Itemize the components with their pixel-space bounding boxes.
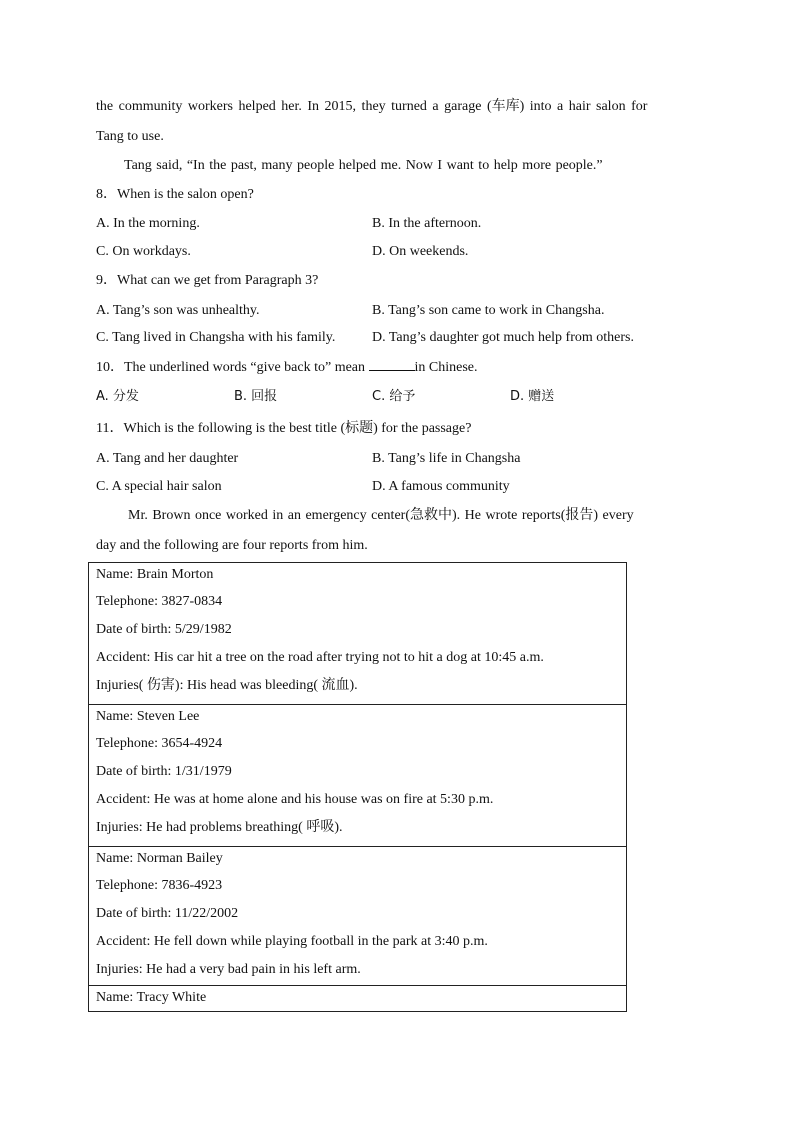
answer-blank: [369, 358, 415, 371]
passage-line: the community workers helped her. In 2015, they turned a garage (车库) into a hair salon for: [96, 99, 648, 114]
report-name: Name: Tracy White: [96, 990, 207, 1005]
answer-option[interactable]: B. Tang’s son came to work in Changsha.: [372, 303, 605, 318]
answer-option[interactable]: A. Tang’s son was unhealthy.: [96, 303, 260, 318]
answer-option[interactable]: D. Tang’s daughter got much help from others.: [372, 330, 634, 345]
report-name: Name: Brain Morton: [96, 567, 214, 582]
answer-option[interactable]: B. Tang’s life in Changsha: [372, 451, 521, 466]
answer-option[interactable]: C. On workdays.: [96, 244, 191, 259]
report-injuries: Injuries: He had a very bad pain in his left arm.: [96, 962, 361, 977]
report-record: [89, 986, 626, 1012]
answer-option[interactable]: D. A famous community: [372, 479, 510, 494]
answer-option-text: A. 分发: [96, 389, 139, 404]
answer-option[interactable]: [234, 388, 277, 406]
answer-option[interactable]: [372, 388, 415, 406]
report-injuries: Injuries( 伤害): His head was bleeding( 流血).: [96, 678, 358, 693]
report-accident: Accident: He was at home alone and his house was on fire at 5:30 p.m.: [96, 792, 494, 807]
question-stem: [96, 358, 478, 377]
intro-line: day and the following are four reports from him.: [96, 538, 368, 553]
report-record: [89, 563, 626, 705]
report-name: Name: Norman Bailey: [96, 851, 223, 866]
report-telephone: Telephone: 3654-4924: [96, 736, 223, 751]
report-injuries: Injuries: He had problems breathing( 呼吸).: [96, 820, 343, 835]
answer-option[interactable]: A. Tang and her daughter: [96, 451, 239, 466]
answer-option-text: B. 回报: [234, 389, 278, 404]
answer-option[interactable]: [96, 388, 139, 406]
intro-line: Mr. Brown once worked in an emergency center(急救中). He wrote reports(报告) every: [128, 508, 634, 523]
report-accident: Accident: He fell down while playing football in the park at 3:40 p.m.: [96, 934, 488, 949]
passage-line: Tang to use.: [96, 129, 164, 144]
answer-option[interactable]: A. In the morning.: [96, 216, 200, 231]
report-accident: Accident: His car hit a tree on the road after trying not to hit a dog at 10:45 a.m.: [96, 650, 544, 665]
answer-option-text: D. 赠送: [510, 389, 555, 404]
report-dob: Date of birth: 1/31/1979: [96, 764, 232, 779]
answer-option[interactable]: [510, 388, 554, 406]
answer-option[interactable]: C. A special hair salon: [96, 479, 222, 494]
question-stem-before: 10．The underlined words “give back to” mean: [96, 360, 369, 375]
answer-option-text: C. 给予: [372, 389, 416, 404]
question-stem-after: in Chinese.: [414, 360, 478, 375]
passage-line: Tang said, “In the past, many people helped me. Now I want to help more people.”: [124, 158, 603, 173]
report-dob: Date of birth: 11/22/2002: [96, 906, 239, 921]
answer-option[interactable]: C. Tang lived in Changsha with his family.: [96, 330, 336, 345]
reports-table: [88, 562, 627, 1012]
report-name: Name: Steven Lee: [96, 709, 200, 724]
report-record: [89, 705, 626, 847]
report-dob: Date of birth: 5/29/1982: [96, 622, 232, 637]
question-stem: 11．Which is the following is the best title (标题) for the passage?: [96, 421, 472, 436]
report-record: [89, 847, 626, 986]
report-telephone: Telephone: 7836-4923: [96, 878, 223, 893]
question-stem: 9．What can we get from Paragraph 3?: [96, 273, 319, 288]
answer-option[interactable]: B. In the afternoon.: [372, 216, 482, 231]
answer-option[interactable]: D. On weekends.: [372, 244, 469, 259]
question-stem: 8．When is the salon open?: [96, 187, 254, 202]
report-telephone: Telephone: 3827-0834: [96, 594, 223, 609]
